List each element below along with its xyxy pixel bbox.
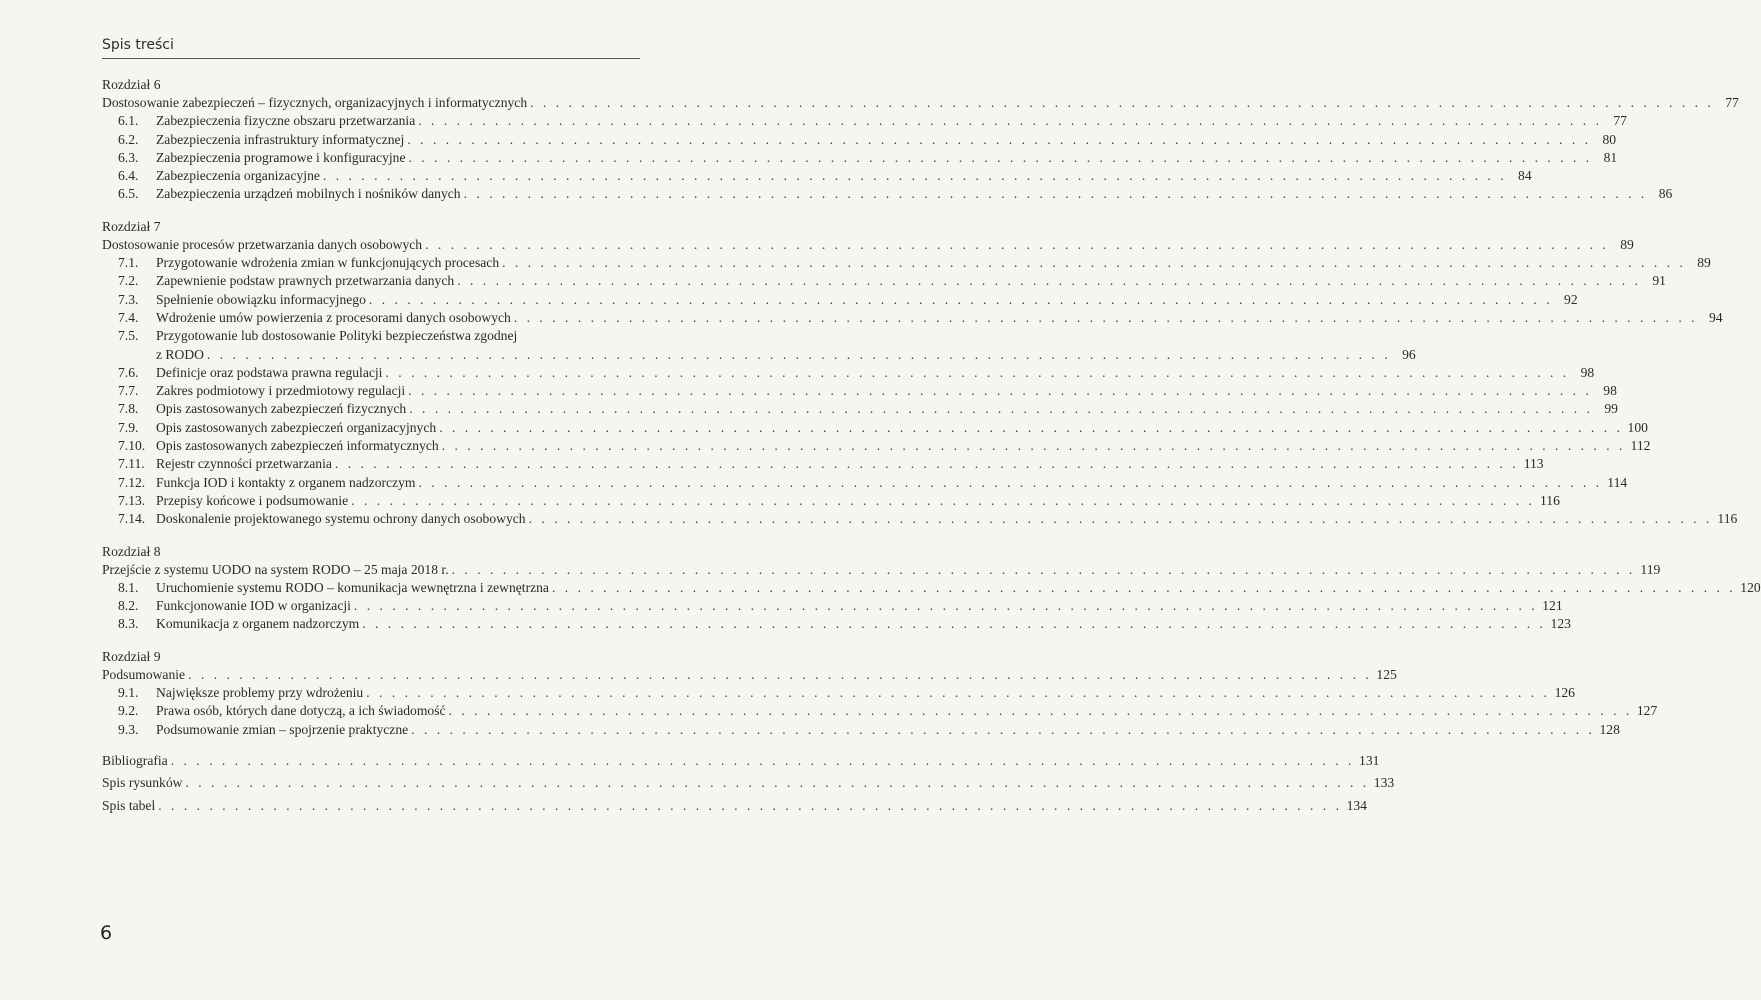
entry-title: Opis zastosowanych zabezpieczeń informatycznych — [156, 438, 439, 454]
toc-entry[interactable] — [102, 167, 1532, 185]
chapter-label: Rozdział 6 — [102, 77, 161, 92]
page-number: 100 — [1627, 419, 1648, 435]
toc-entry-bibliography[interactable] — [102, 752, 1380, 770]
section-number: 7.13. — [118, 492, 146, 508]
entry-title: Spis rysunków — [102, 775, 183, 791]
page-number: 77 — [1725, 95, 1739, 110]
section-number: 6.5. — [118, 186, 139, 202]
page-number: 86 — [1658, 186, 1673, 202]
section-number: 7.10. — [118, 438, 146, 454]
toc-entry[interactable] — [102, 437, 1651, 455]
toc-entry[interactable] — [102, 702, 1658, 720]
leader-dots — [415, 112, 1605, 130]
toc-entry-chapter[interactable] — [102, 94, 1739, 112]
entry-title: Rejestr czynności przetwarzania — [156, 456, 332, 472]
section-number: 7.2. — [118, 273, 139, 289]
entry-title: Definicje oraz podstawa prawna regulacji — [156, 364, 383, 380]
toc-entry[interactable] — [102, 291, 1578, 309]
page-number: 134 — [1346, 797, 1367, 813]
section-number: 6.1. — [118, 113, 139, 129]
page-number: 119 — [1640, 561, 1661, 577]
entry-title: Prawa osób, których dane dotyczą, a ich świadomość — [156, 703, 446, 719]
entry-title: Uruchomienie systemu RODO – komunikacja wewnętrzna i zewnętrzna — [156, 579, 549, 595]
page-number: 123 — [1550, 616, 1571, 632]
leader-dots — [446, 702, 1636, 720]
leader-dots — [405, 149, 1595, 167]
toc-entry[interactable] — [102, 309, 1723, 327]
entry-title: Przygotowanie lub dostosowanie Polityki bezpieczeństwa zgodnej — [156, 328, 518, 344]
page-number: 127 — [1636, 703, 1658, 719]
leader-dots — [527, 94, 1717, 112]
toc-entry-figures[interactable] — [102, 774, 1395, 792]
page-number: 89 — [1620, 236, 1634, 252]
page-number: 81 — [1603, 149, 1618, 165]
page-number: 133 — [1373, 775, 1395, 791]
entry-title: Zapewnienie podstaw prawnych przetwarzania danych — [156, 273, 455, 289]
toc-entry[interactable] — [102, 400, 1618, 418]
page-number: 84 — [1518, 168, 1532, 184]
toc-entry-continuation[interactable] — [102, 346, 1416, 364]
page-number: 116 — [1717, 511, 1738, 527]
page-number: 120 — [1740, 579, 1761, 595]
entry-title: Bibliografia — [102, 752, 168, 768]
section-number: 7.9. — [118, 419, 139, 435]
entry-title: Opis zastosowanych zabezpieczeń fizycznych — [156, 401, 407, 417]
section-number: 7.12. — [118, 474, 146, 490]
toc-entry[interactable] — [102, 419, 1648, 437]
toc-entry[interactable] — [102, 684, 1575, 702]
page-number: 131 — [1359, 752, 1380, 768]
toc-entry[interactable] — [102, 579, 1761, 597]
section-number: 7.5. — [118, 328, 139, 344]
leader-dots — [436, 419, 1626, 437]
section-number: 6.2. — [118, 131, 139, 147]
page-number: 89 — [1697, 255, 1711, 271]
section-number: 7.4. — [118, 309, 139, 325]
entry-title: Opis zastosowanych zabezpieczeń organizacyjnych — [156, 419, 437, 435]
section-number: 7.8. — [118, 401, 139, 417]
leader-dots — [359, 615, 1549, 633]
section-number: 8.2. — [118, 598, 139, 614]
leader-dots — [461, 185, 1651, 203]
entry-title: Komunikacja z organem nadzorczym — [156, 616, 360, 632]
section-number: 7.7. — [118, 383, 139, 399]
page-number: 113 — [1523, 456, 1544, 472]
section-number: 7.11. — [118, 456, 145, 472]
entry-title: Spełnienie obowiązku informacyjnego — [156, 291, 366, 307]
entry-title: Dostosowanie zabezpieczeń – fizycznych, organizacyjnych i informatycznych — [102, 95, 528, 110]
section-number: 9.2. — [118, 703, 139, 719]
entry-title: Zabezpieczenia programowe i konfiguracyjne — [156, 149, 406, 165]
toc-entry[interactable] — [102, 492, 1560, 510]
toc-entry[interactable] — [102, 185, 1673, 203]
leader-dots — [415, 474, 1605, 492]
entry-title: Zakres podmiotowy i przedmiotowy regulacji — [156, 383, 406, 399]
entry-title: Funkcjonowanie IOD w organizacji — [156, 598, 351, 614]
page-number: 92 — [1564, 291, 1578, 307]
page-number: 77 — [1613, 113, 1627, 129]
toc-entry[interactable] — [102, 597, 1563, 615]
toc-entry[interactable] — [102, 382, 1617, 400]
toc-entry[interactable] — [102, 254, 1711, 272]
entry-title: Zabezpieczenia fizyczne obszaru przetwarzania — [156, 113, 416, 129]
entry-title: Funkcja IOD i kontakty z organem nadzorczym — [156, 474, 416, 490]
toc-entry-chapter[interactable] — [102, 561, 1661, 579]
page-number: 126 — [1554, 685, 1575, 701]
toc-entry[interactable] — [102, 112, 1627, 130]
entry-title: Zabezpieczenia infrastruktury informatycznej — [156, 131, 405, 147]
leader-dots — [351, 597, 1541, 615]
page-number: 99 — [1604, 401, 1618, 417]
page-number: 116 — [1540, 492, 1560, 508]
leader-dots — [332, 455, 1522, 473]
leader-dots — [526, 510, 1716, 528]
toc-entry-chapter[interactable] — [102, 236, 1634, 254]
leader-dots — [408, 721, 1598, 739]
leader-dots — [185, 666, 1375, 684]
leader-dots — [549, 579, 1739, 597]
leader-dots — [182, 774, 1372, 792]
page-number: 98 — [1603, 383, 1617, 399]
page-number: 114 — [1607, 474, 1628, 490]
section-number: 7.6. — [118, 364, 139, 380]
section-number: 9.3. — [118, 721, 139, 737]
toc-entry[interactable] — [102, 327, 642, 345]
section-number: 6.4. — [118, 168, 139, 184]
leader-dots — [363, 684, 1553, 702]
toc-entry[interactable] — [102, 149, 1618, 167]
page-number: 96 — [1402, 346, 1416, 362]
entry-title: Przejście z systemu UODO na system RODO – 25 maja 2018 r. — [102, 561, 449, 577]
page-number: 91 — [1652, 273, 1666, 289]
entry-title: Zabezpieczenia urządzeń mobilnych i nośników danych — [156, 186, 461, 202]
toc-entry[interactable] — [102, 272, 1666, 290]
leader-dots — [449, 561, 1639, 579]
section-number: 8.1. — [118, 579, 139, 595]
entry-title: Dostosowanie procesów przetwarzania danych osobowych — [102, 236, 423, 252]
leader-dots — [439, 437, 1629, 455]
toc-entry[interactable] — [102, 474, 1628, 492]
page-number-folio: 6 — [100, 922, 113, 944]
leader-dots — [406, 400, 1596, 418]
toc-entry-tables[interactable] — [102, 797, 1367, 815]
chapter-label: Rozdział 9 — [102, 648, 161, 664]
section-number: 8.3. — [118, 616, 139, 632]
page-number: 98 — [1580, 364, 1595, 380]
leader-dots — [405, 382, 1595, 400]
chapter-label: Rozdział 8 — [102, 543, 161, 559]
leader-dots — [366, 291, 1556, 309]
leader-dots — [454, 272, 1644, 290]
leader-dots — [320, 167, 1510, 185]
chapter-label: Rozdział 7 — [102, 218, 161, 234]
entry-title: Zabezpieczenia organizacyjne — [156, 168, 320, 184]
entry-title: Doskonalenie projektowanego systemu ochrony danych osobowych — [156, 511, 526, 527]
section-number: 7.3. — [118, 291, 139, 307]
leader-dots — [499, 254, 1689, 272]
section-number: 9.1. — [118, 685, 139, 701]
section-number: 6.3. — [118, 149, 139, 165]
toc-entry[interactable] — [102, 364, 1595, 382]
leader-dots — [511, 309, 1701, 327]
toc-entry[interactable] — [102, 615, 1571, 633]
entry-title: Wdrożenie umów powierzenia z procesorami danych osobowych — [156, 309, 511, 325]
table-of-contents — [102, 76, 1761, 815]
leader-dots — [348, 492, 1538, 510]
page-number: 112 — [1630, 438, 1651, 454]
toc-entry[interactable] — [102, 721, 1620, 739]
page-number: 125 — [1376, 666, 1397, 682]
page-number: 94 — [1708, 309, 1723, 325]
leader-dots — [404, 131, 1594, 149]
leader-dots — [168, 752, 1358, 770]
leader-dots — [204, 346, 1394, 364]
section-number: 7.14. — [118, 511, 146, 527]
page-number: 80 — [1602, 131, 1617, 147]
toc-entry[interactable] — [102, 455, 1544, 473]
entry-title-continuation: z RODO — [156, 346, 204, 362]
running-header: Spis treści — [102, 37, 174, 53]
toc-entry[interactable] — [102, 131, 1617, 149]
page-number: 128 — [1599, 721, 1620, 737]
entry-title: Przygotowanie wdrożenia zmian w funkcjonujących procesach — [156, 255, 500, 271]
entry-title: Największe problemy przy wdrożeniu — [156, 685, 364, 701]
header-rule — [102, 58, 640, 59]
page-number: 121 — [1542, 598, 1563, 614]
entry-title: Spis tabel — [102, 797, 156, 813]
leader-dots — [422, 236, 1612, 254]
toc-entry[interactable] — [102, 510, 1738, 528]
leader-dots — [382, 364, 1572, 382]
section-number: 7.1. — [118, 255, 139, 271]
entry-title: Podsumowanie — [102, 666, 186, 682]
toc-entry-chapter[interactable] — [102, 666, 1397, 684]
leader-dots — [155, 797, 1345, 815]
entry-title: Przepisy końcowe i podsumowanie — [156, 492, 349, 508]
entry-title: Podsumowanie zmian – spojrzenie praktyczne — [156, 721, 409, 737]
